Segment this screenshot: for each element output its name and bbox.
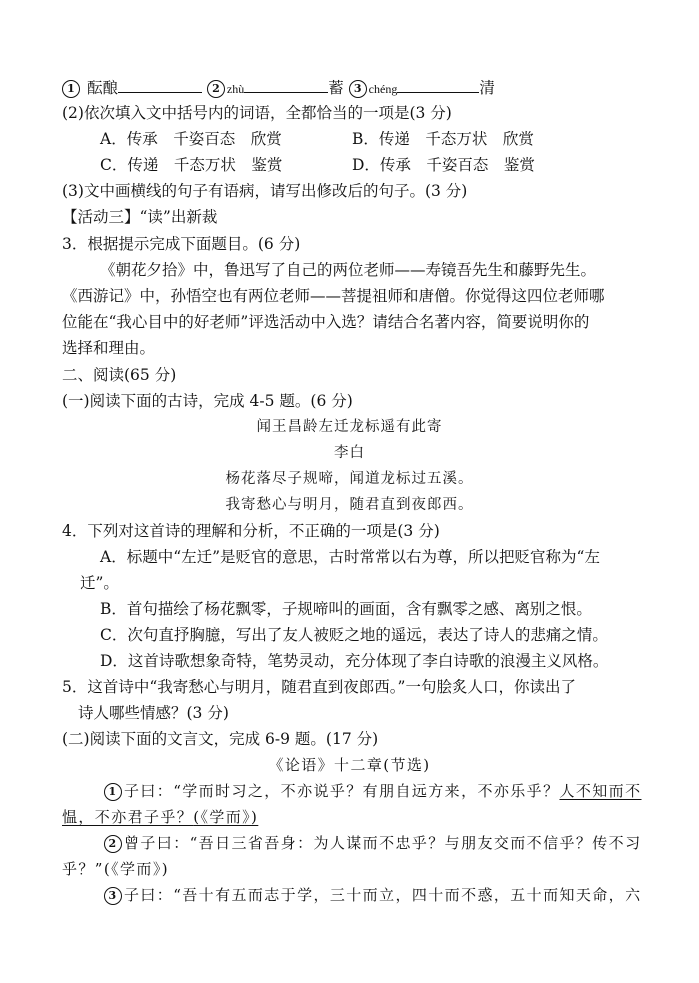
- lunyu-p1-text: 子曰：“学而时习之，不亦说乎？有朋自远方来，不亦乐乎？: [124, 782, 560, 800]
- q2-option-c: C．传递 千态万状 鉴赏: [100, 156, 283, 174]
- q5-line-1: 5．这首诗中“我寄愁心与明月，随君直到夜郎西。”一句脍炙人口，你读出了: [62, 678, 576, 696]
- lunyu-p1-underlined: 人不知而不: [559, 782, 642, 800]
- question-3-line-2: 《西游记》中，孙悟空也有两位老师——菩提祖师和唐僧。你觉得这四位老师哪: [62, 287, 605, 305]
- poem-line-1: 杨花落尽子规啼，闻道龙标过五溪。: [225, 471, 474, 487]
- question-3-stem: 3．根据提示完成下面题目。(6 分): [62, 235, 301, 253]
- fill-blank-char-2: 蓄: [328, 79, 344, 97]
- section-2-title: 二、阅读(65 分): [62, 366, 177, 384]
- poem-line-2: 我寄愁心与明月，随君直到夜郎西。: [225, 497, 474, 513]
- q4-stem: 4．下列对这首诗的理解和分析，不正确的一项是(3 分): [62, 522, 440, 540]
- q4-option-a-line-2: 迁”。: [80, 574, 119, 592]
- question-3-line-4: 选择和理由。: [62, 339, 156, 357]
- lunyu-p1-line2-source: (《学而》): [193, 808, 259, 826]
- lunyu-passage-3-line-1: [0, 884, 699, 906]
- circled-number-1: 1: [62, 80, 80, 98]
- q4-option-b: B．首句描绘了杨花飘零，子规啼叫的画面，含有飘零之感、离别之恨。: [100, 600, 592, 618]
- answer-blank-3[interactable]: [397, 76, 479, 93]
- pinyin-cheng: chéng: [368, 82, 398, 96]
- answer-blank-1[interactable]: [118, 76, 202, 93]
- circled-number-2: 2: [207, 80, 225, 98]
- q4-option-c: C．次句直抒胸臆，写出了友人被贬之地的遥远，表达了诗人的悲痛之情。: [100, 626, 608, 644]
- question-3-line-3: 位能在“我心目中的好老师”评选活动中入选？请结合名著内容，简要说明你的: [62, 313, 590, 331]
- poem-title: 闻王昌龄左迁龙标遥有此寄: [256, 419, 443, 435]
- poem-author: 李白: [334, 445, 365, 461]
- q2-options-row-1: [0, 128, 699, 150]
- q2-option-b: B．传递 千态万状 欣赏: [352, 130, 534, 148]
- q4-option-a-line-1: A．标题中“左迁”是贬官的意思，古时常常以右为尊，所以把贬官称为“左: [100, 548, 600, 566]
- circled-number-p1: 1: [104, 783, 122, 801]
- circled-number-p3: 3: [104, 887, 122, 905]
- section-2-part-2: (二)阅读下面的文言文，完成 6-9 题。(17 分): [62, 730, 379, 748]
- q3-stem: (3)文中画横线的句子有语病，请写出修改后的句子。(3 分): [62, 182, 468, 200]
- circled-number-p2: 2: [104, 835, 122, 853]
- q2-stem: (2)依次填入文中括号内的词语，全都恰当的一项是(3 分): [62, 104, 452, 122]
- answer-blank-2[interactable]: [244, 76, 328, 93]
- q4-option-d: D．这首诗歌想象奇特，笔势灵动，充分体现了李白诗歌的浪漫主义风格。: [100, 652, 609, 670]
- question-3-line-1: 《朝花夕拾》中，鲁迅写了自己的两位老师——寿镜吾先生和藤野先生。: [100, 261, 597, 279]
- lunyu-passage-1-line-1: [0, 780, 699, 802]
- fill-blank-char-3: 清: [479, 79, 495, 97]
- lunyu-passage-2-line-2: 乎？”(《学而》): [62, 860, 169, 878]
- q2-option-d: D．传承 千姿百态 鉴赏: [352, 156, 535, 174]
- lunyu-p2-text: 曾子曰：“吾日三省吾身：为人谋而不忠乎？与朋友交而不信乎？传不习: [124, 834, 642, 852]
- circled-number-3: 3: [349, 80, 367, 98]
- pinyin-zhu: zhù: [226, 82, 245, 96]
- lunyu-p1-line2-underlined: 愠，不亦君子乎？: [62, 808, 194, 826]
- fill-blank-word-1: 酝酿: [86, 79, 118, 97]
- section-2-part-1: (一)阅读下面的古诗，完成 4-5 题。(6 分): [62, 392, 353, 410]
- activity-3-heading: 【活动三】“读”出新裁: [62, 208, 218, 226]
- lunyu-title: 《论语》十二章(节选): [268, 756, 431, 774]
- q2-options-row-2: [0, 154, 699, 176]
- lunyu-passage-1-line-2: [0, 806, 699, 828]
- fill-blank-row: [0, 76, 699, 100]
- q5-line-2: 诗人哪些情感？(3 分): [78, 704, 229, 722]
- lunyu-p3-text: 子曰：“吾十有五而志于学，三十而立，四十而不惑，五十而知天命，六: [124, 886, 642, 904]
- q2-option-a: A．传承 千姿百态 欣赏: [100, 130, 282, 148]
- lunyu-passage-2-line-1: [0, 832, 699, 854]
